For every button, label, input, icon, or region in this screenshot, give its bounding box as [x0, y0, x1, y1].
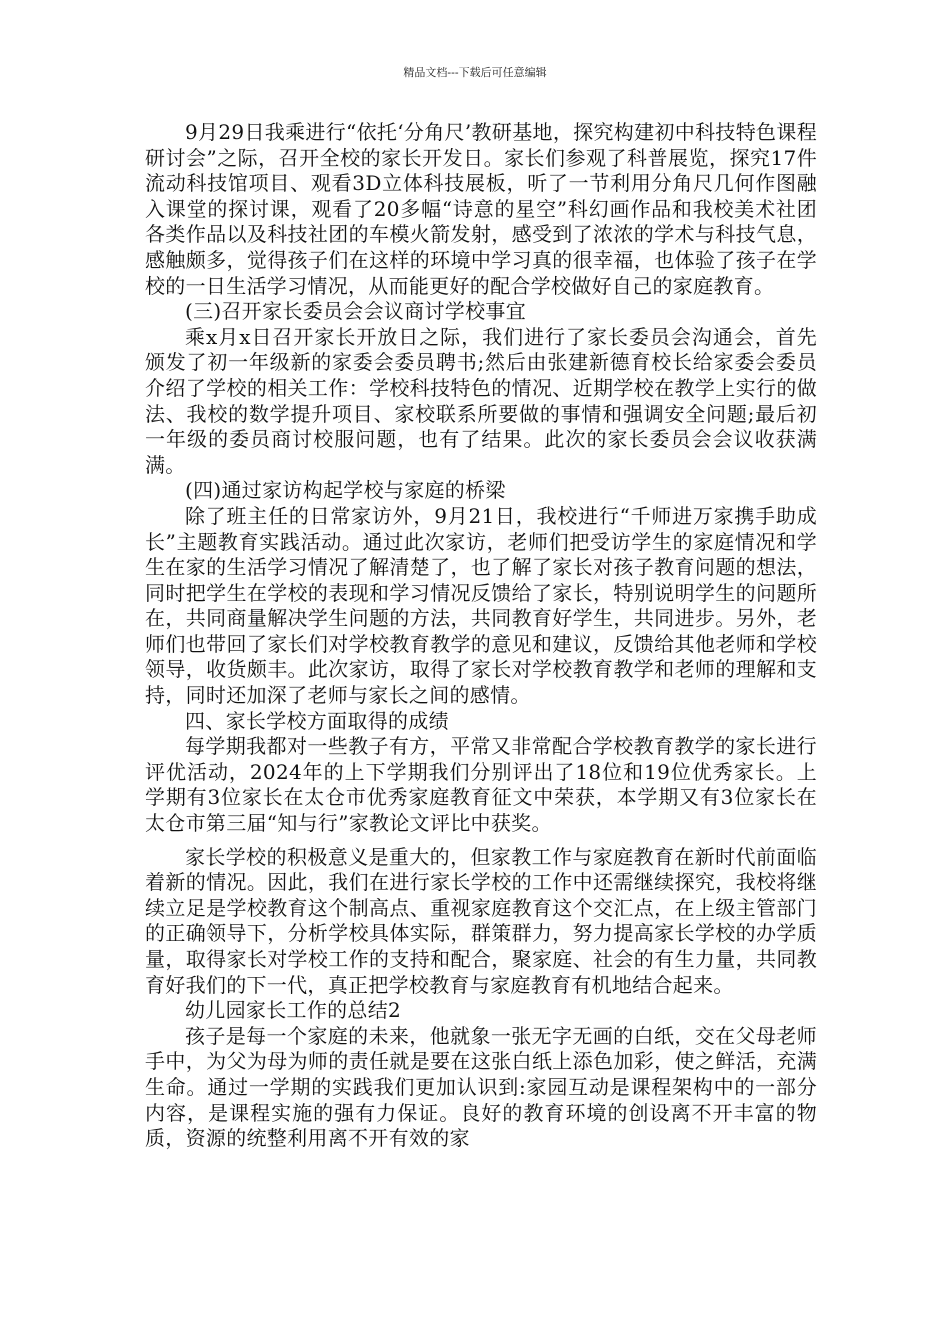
heading-summary-2: 幼儿园家长工作的总结2 [185, 998, 402, 1023]
page-header-note: 精品文档---下载后可任意编辑 [403, 66, 547, 79]
paragraph-summary-2: 孩子是每一个家庭的未来，他就象一张无字无画的白纸，交在父母老师手中，为父为母为师的责任就是要在这张白纸上添色加彩，使之鲜活，充满生命。通过一学期的实践我们更加认识到:家园互动是课程架构中的一部分内容，是课程实施的强有力保证。良好的教育环境的创设离不开丰富的物质，资源的统整利用离不开有效的家 [145, 1023, 817, 1151]
paragraph-open-day: 9月29日我乘进行“依托‘分角尺’教研基地，探究构建初中科技特色课程研讨会”之际，召开全校的家长开发日。家长们参观了科普展览，探究17件流动科技馆项目、观看3D立体科技展板，听了一节利用分角尺几何作图融入课堂的探讨课，观看了20多幅“诗意的星空”科幻画作品和我校美术社团各类作品以及科技社团的车模火箭发射，感受到了浓浓的学术与科技气息，感触颇多，觉得孩子们在这样的环境中学习真的很幸福，也体验了孩子在学校的一日生活学习情况，从而能更好的配合学校做好自己的家庭教育。 [145, 120, 817, 298]
paragraph-committee-meeting: 乘x月x日召开家长开放日之际，我们进行了家长委员会沟通会，首先颁发了初一年级新的家委会委员聘书;然后由张建新德育校长给家委会委员介绍了学校的相关工作：学校科技特色的情况、近期学校在教学上实行的做法、我校的数学提升项目、家校联系所要做的事情和强调安全问题;最后初一年级的委员商讨校服问题，也有了结果。此次的家长委员会会议收获满满。 [145, 324, 817, 477]
heading-achievements: 四、家长学校方面取得的成绩 [185, 708, 449, 733]
heading-home-visits: (四)通过家访构起学校与家庭的桥梁 [185, 478, 506, 503]
heading-committee-meeting: (三)召开家长委员会会议商讨学校事宜 [185, 299, 527, 324]
paragraph-home-visits: 除了班主任的日常家访外，9月21日，我校进行“千师进万家携手助成长”主题教育实践活动。通过此次家访，老师们把受访学生的家庭情况和学生在家的生活学习情况了解清楚了，也了解了家长对孩子教育问题的想法，同时把学生在学校的表现和学习情况反馈给了家长，特别说明学生的问题所在，共同商量解决学生问题的方法，共同教育好学生，共同进步。另外，老师们也带回了家长们对学校教育教学的意见和建议，反馈给其他老师和学校领导，收货颇丰。此次家访，取得了家长对学校教育教学和老师的理解和支持，同时还加深了老师与家长之间的感情。 [145, 503, 817, 708]
document-body [145, 120, 817, 1152]
paragraph-conclusion: 家长学校的积极意义是重大的，但家教工作与家庭教育在新时代前面临着新的情况。因此，我们在进行家长学校的工作中还需继续探究，我校将继续立足是学校教育这个制高点、重视家庭教育这个交汇点，在上级主管部门的正确领导下，分析学校具体实际，群策群力，努力提高家长学校的办学质量，取得家长对学校工作的支持和配合，聚家庭、社会的有生力量，共同教育好我们的下一代，真正把学校教育与家庭教育有机地结合起来。 [145, 844, 817, 997]
paragraph-achievements: 每学期我都对一些教子有方，平常又非常配合学校教育教学的家长进行评优活动，2024年的上下学期我们分别评出了18位和19位优秀家长。上学期有3位家长在太仓市优秀家庭教育征文中荣获，本学期又有3位家长在太仓市第三届“知与行”家教论文评比中获奖。 [145, 734, 817, 836]
